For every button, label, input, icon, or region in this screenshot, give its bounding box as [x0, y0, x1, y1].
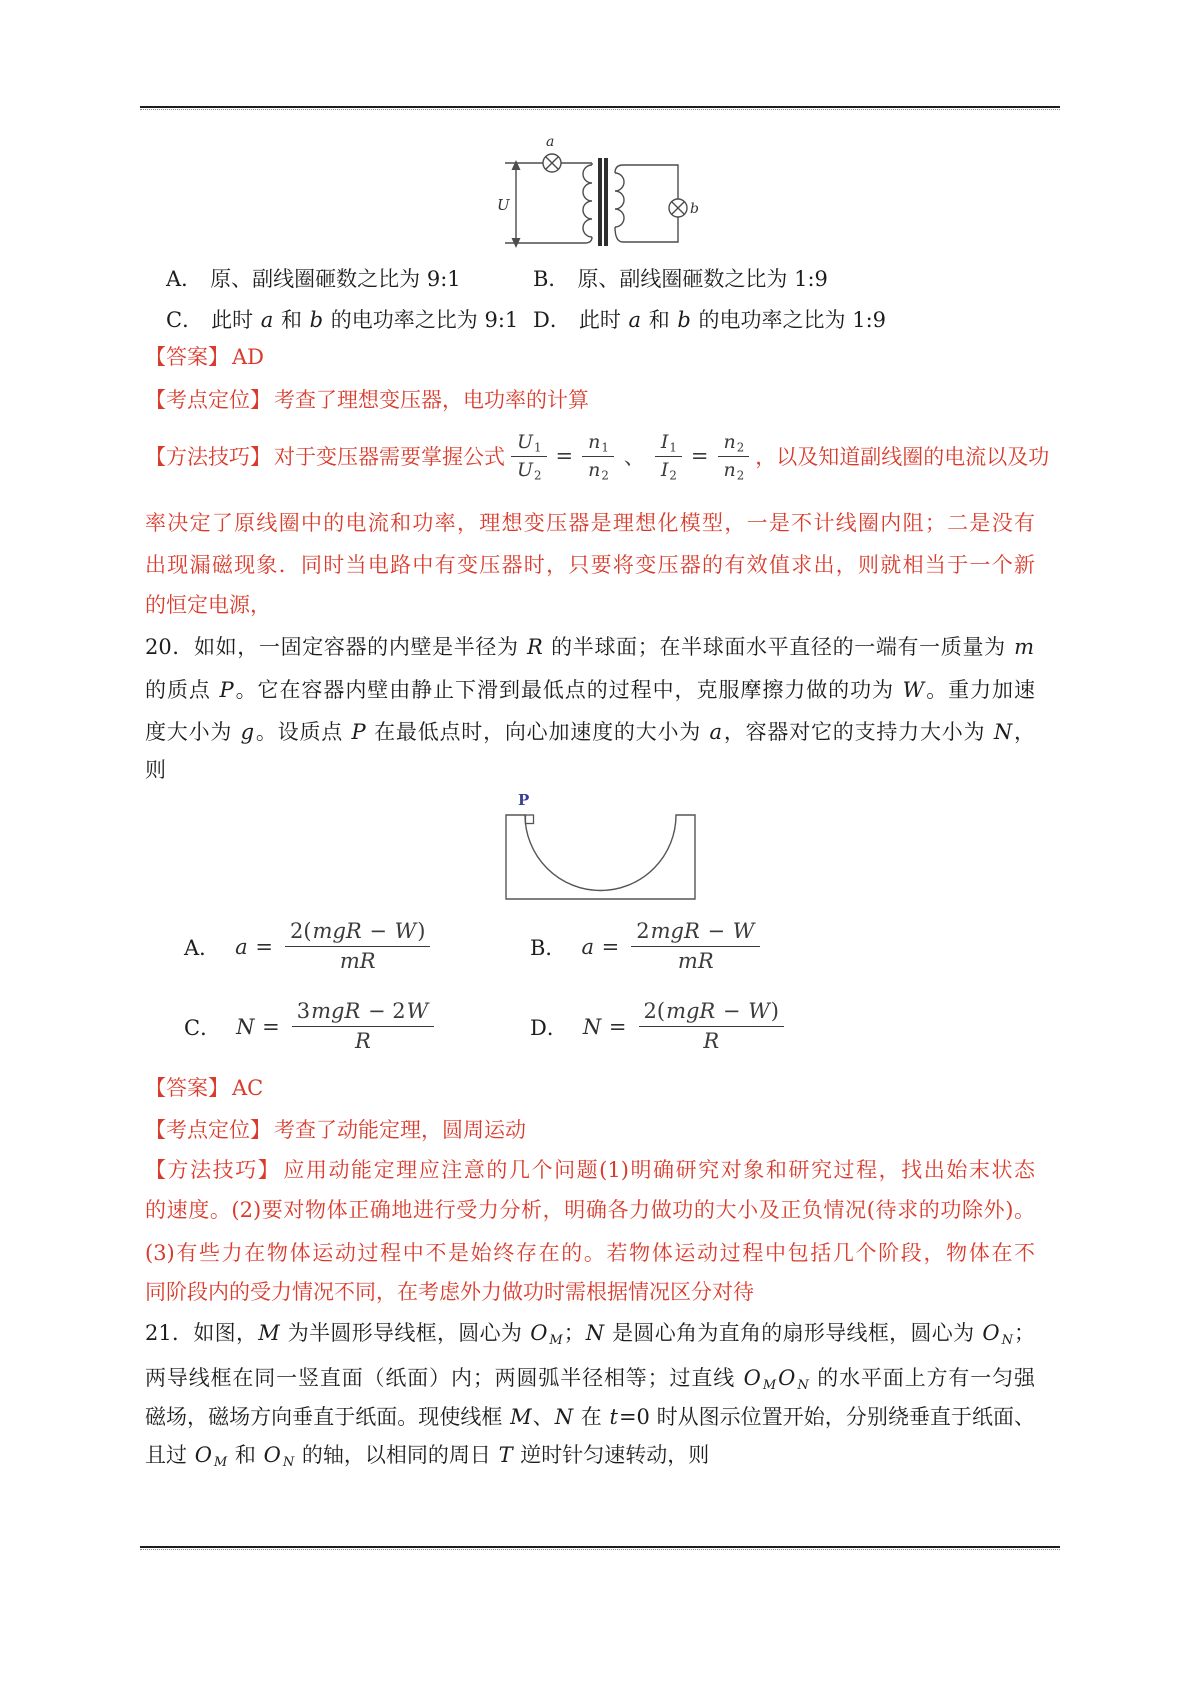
- formula-fraction: $\frac{\text{2(mgR − W)}}{mR}$: [285, 920, 430, 973]
- formula-lhs: a =: [235, 934, 273, 959]
- q19-options-row-2: [166, 306, 1040, 335]
- fangfa-prefix: 对于变压器需要掌握公式: [274, 445, 505, 470]
- option-label: A．: [184, 935, 221, 960]
- q20-statement-line-1: 20．如如，一固定容器的内壁是半径为 R 的半球面；在半球面水平直径的一端有一质量为 m: [145, 635, 1034, 659]
- q20-fangfa-line-3: (3)有些力在物体运动过程中不是始终存在的。若物体运动过程中包括几个阶段，物体在不: [145, 1241, 1035, 1265]
- formula-fraction: $\frac{\text{2(mgR − W)}}{R}$: [639, 1000, 784, 1053]
- kaodian-tag: 【考点定位】: [145, 1118, 271, 1142]
- formula-lhs: N =: [236, 1014, 280, 1039]
- q19-fangfa-formula-line: [145, 432, 1049, 481]
- secondary-coil: [615, 173, 624, 227]
- kaodian-text: 考查了理想变压器，电功率的计算: [274, 388, 589, 412]
- formula-lhs: N =: [582, 1014, 627, 1039]
- formula-fraction: $\frac{\text{2mgR − W}}{mR}$: [631, 920, 760, 973]
- fangfa-tag: 【方法技巧】: [145, 445, 271, 470]
- q20-statement-line-4: 则: [145, 758, 166, 782]
- q20-statement-line-3: 度大小为 g。设质点 P 在最低点时，向心加速度的大小为 a，容器对它的支持力大小为 N，: [145, 720, 1035, 744]
- transformer-circuit-diagram: [495, 120, 710, 252]
- q20-fangfa-line-2: 的速度。(2)要对物体正确地进行受力分析，明确各力做功的大小及正负情况(待求的功除外)。: [145, 1198, 1035, 1222]
- fraction-n2-n2: $\frac{n_2}{n_2}$: [718, 432, 750, 481]
- secondary-bottom-wire: [615, 217, 678, 242]
- particle-p-label: P: [518, 791, 530, 809]
- lamp-a-label: a: [546, 134, 555, 150]
- q19-option-a: [166, 265, 533, 294]
- kaodian-text: 考查了动能定理，圆周运动: [274, 1118, 526, 1142]
- q21-statement-line-2: 两导线框在同一竖直面（纸面）内；两圆弧半径相等；过直线 O $_M$O $_N$ 的水平面上方有一匀强: [145, 1366, 1035, 1393]
- q19-kaodian-line: [145, 386, 1035, 415]
- equals-sign: =: [690, 444, 709, 469]
- q20-option-c: [184, 1000, 530, 1053]
- option-label: D．: [533, 308, 571, 332]
- q19-fangfa-line-2: 率决定了原线圈中的电流和功率，理想变压器是理想化模型，一是不计线圈内阻；二是没有: [145, 511, 1035, 535]
- answer-value: AC: [232, 1076, 264, 1100]
- answer-tag: 【答案】: [145, 345, 229, 369]
- lamp-b-label: b: [690, 201, 699, 217]
- fraction-n1-n2: $\frac{n_1}{n_2}$: [582, 432, 614, 481]
- kaodian-tag: 【考点定位】: [145, 388, 271, 412]
- q20-options-row-2: [184, 1000, 1044, 1053]
- bottom-rule: [140, 1546, 1060, 1550]
- voltage-label: U: [497, 196, 510, 214]
- primary-coil: [583, 165, 592, 237]
- q21-statement-line-3: 磁场，磁场方向垂直于纸面。现使线框 M、N 在 t=0 时从图示位置开始，分别绕垂直于纸面、: [145, 1405, 1035, 1429]
- q19-answer-line: [145, 343, 1035, 372]
- option-label: C．: [184, 1015, 222, 1040]
- q20-option-a: [184, 920, 530, 973]
- option-label: C．: [166, 308, 204, 332]
- q19-option-b: [533, 265, 828, 294]
- equals-sign: =: [555, 444, 574, 469]
- q21-statement-line-4: 且过 O $_M$ 和 O $_N$ 的轴，以相同的周日 T 逆时针匀速转动，则: [145, 1443, 710, 1470]
- fangfa-suffix: ，以及知道副线圈的电流以及功: [755, 445, 1050, 470]
- q19-option-d: [533, 306, 886, 335]
- option-label: D．: [530, 1015, 568, 1040]
- formula-lhs: a =: [581, 934, 620, 959]
- option-text: 原、副线圈砸数之比为 1:9: [577, 267, 828, 291]
- option-label: B．: [530, 935, 567, 960]
- q20-option-b: [530, 920, 766, 973]
- q20-option-d: [530, 1000, 790, 1053]
- option-text: 此时 a 和 b 的电功率之比为 1:9: [578, 308, 887, 332]
- fraction-u1-u2: $\frac{U_1}{U_2}$: [511, 432, 547, 481]
- container-outline: [506, 815, 695, 899]
- option-label: A．: [166, 267, 203, 291]
- q19-option-c: [166, 306, 533, 335]
- q20-answer-line: [145, 1074, 1035, 1103]
- q19-options-row-1: [166, 265, 1040, 294]
- q20-options-row-1: [184, 920, 1044, 973]
- option-text: 原、副线圈砸数之比为 9:1: [210, 267, 461, 291]
- fraction-i1-i2: $\frac{I_1}{I_2}$: [655, 432, 682, 481]
- answer-value: AD: [232, 345, 265, 369]
- fangfa-tag: 【方法技巧】: [145, 1158, 281, 1182]
- formula-fraction: $\frac{\text{3mgR − 2W}}{R}$: [292, 1000, 434, 1053]
- top-rule: [140, 106, 1060, 110]
- arrow-up-head: [512, 160, 521, 170]
- q20-statement-line-2: 的质点 P。它在容器内壁由静止下滑到最低点的过程中，克服摩擦力做的功为 W。重力加速: [145, 678, 1035, 702]
- q19-fangfa-line-4: 的恒定电源，: [145, 593, 271, 617]
- separator: 、: [623, 445, 645, 470]
- q19-fangfa-line-3: 出现漏磁现象．同时当电路中有变压器时，只要将变压器的有效值求出，则就相当于一个新: [145, 553, 1035, 577]
- q20-fangfa-line-4: 同阶段内的受力情况不同，在考虑外力做功时需根据情况区分对待: [145, 1280, 754, 1304]
- particle-p-block: [526, 815, 534, 824]
- hemisphere-container-diagram: [503, 791, 699, 903]
- q20-kaodian-line: [145, 1116, 1035, 1145]
- q21-statement-line-1: 21．如图，M 为半圆形导线框，圆心为 O $_M$；N 是圆心角为直角的扇形导线框，圆心为 O $_N$；: [145, 1321, 1035, 1348]
- option-label: B．: [533, 267, 570, 291]
- option-text: 此时 a 和 b 的电功率之比为 9:1: [211, 308, 519, 332]
- q20-fangfa-line-1: 【方法技巧】 应用动能定理应注意的几个问题(1)明确研究对象和研究过程，找出始末状态: [145, 1158, 1035, 1182]
- answer-tag: 【答案】: [145, 1076, 229, 1100]
- transformer-core: [598, 158, 602, 246]
